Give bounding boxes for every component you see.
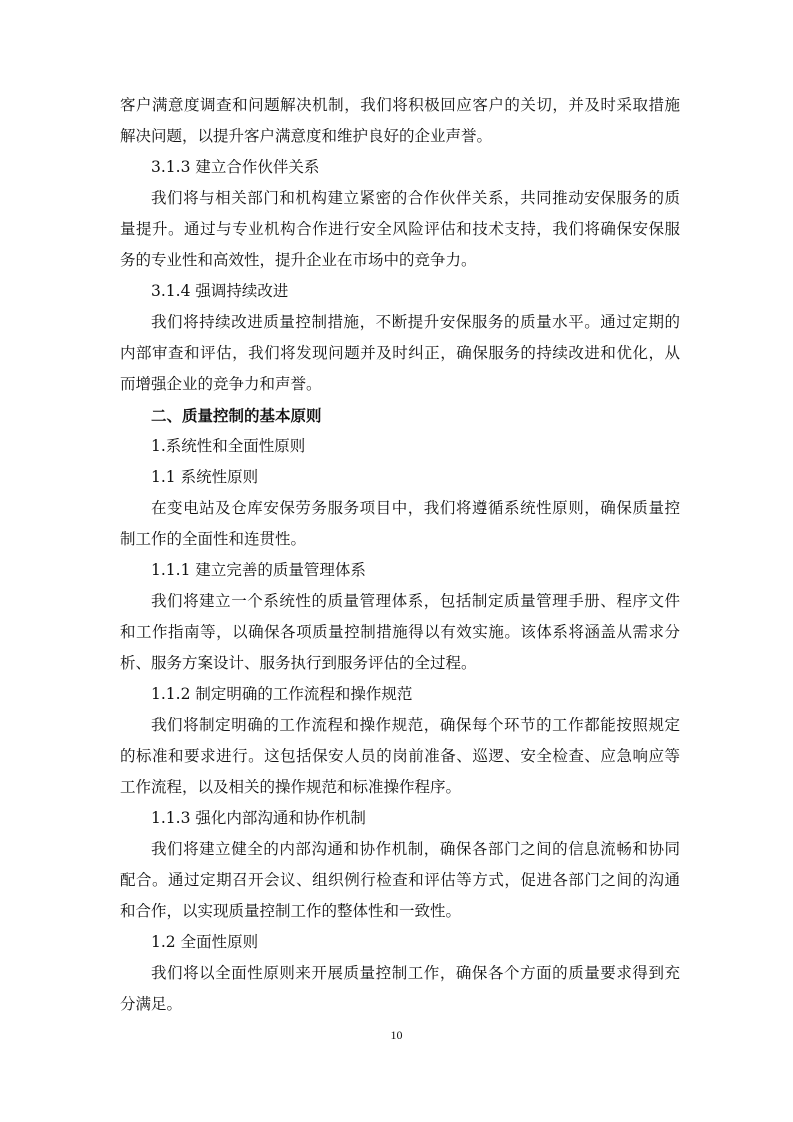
text-line: 我们将建立一个系统性的质量管理体系，包括制定质量管理手册、程序文件 [151,592,680,610]
text-line: 1.1.1 建立完善的质量管理体系 [151,561,366,579]
text-line: 内部审查和评估，我们将发现问题并及时纠正，确保服务的持续改进和优化，从 [120,344,680,362]
text-line: 和工作指南等，以确保各项质量控制措施得以有效实施。该体系将涵盖从需求分 [120,623,680,641]
text-line: 1.1.2 制定明确的工作流程和操作规范 [151,685,413,703]
text-line: 析、服务方案设计、服务执行到服务评估的全过程。 [120,654,477,672]
text-line: 配合。通过定期召开会议、组织例行检查和评估等方式，促进各部门之间的沟通 [120,871,680,889]
text-line: 我们将持续改进质量控制措施，不断提升安保服务的质量水平。通过定期的 [151,313,680,331]
text-line: 我们将建立健全的内部沟通和协作机制，确保各部门之间的信息流畅和协同 [151,840,680,858]
text-line: 我们将以全面性原则来开展质量控制工作，确保各个方面的质量要求得到充 [151,964,680,982]
text-line: 而增强企业的竞争力和声誉。 [120,375,322,393]
text-line: 的标准和要求进行。这包括保安人员的岗前准备、巡逻、安全检查、应急响应等 [120,747,680,765]
text-line: 量提升。通过与专业机构合作进行安全风险评估和技术支持，我们将确保安保服 [120,220,680,238]
text-line: 制工作的全面性和连贯性。 [120,530,307,548]
text-line: 务的专业性和高效性，提升企业在市场中的竞争力。 [120,251,477,269]
text-line: 我们将制定明确的工作流程和操作规范，确保每个环节的工作都能按照规定 [151,716,680,734]
page-content [120,90,680,1020]
text-line: 1.2 全面性原则 [151,933,259,951]
text-line: 客户满意度调查和问题解决机制，我们将积极回应客户的关切，并及时采取措施 [120,96,680,114]
page-number: 10 [390,1028,403,1042]
text-line: 分满足。 [120,995,183,1013]
text-line: 和合作，以实现质量控制工作的整体性和一致性。 [120,902,462,920]
section-heading: 二、质量控制的基本原则 [151,406,322,425]
text-line: 我们将与相关部门和机构建立紧密的合作伙伴关系，共同推动安保服务的质 [151,189,680,207]
text-line: 解决问题，以提升客户满意度和维护良好的企业声誉。 [120,127,493,145]
text-line: 1.1 系统性原则 [151,468,259,486]
text-line: 1.1.3 强化内部沟通和协作机制 [151,809,366,827]
text-line: 3.1.3 建立合作伙伴关系 [151,158,320,176]
text-line: 3.1.4 强调持续改进 [151,282,289,300]
text-line: 在变电站及仓库安保劳务服务项目中，我们将遵循系统性原则，确保质量控 [151,499,680,517]
text-line: 1.系统性和全面性原则 [151,437,306,455]
text-line: 工作流程，以及相关的操作规范和标准操作程序。 [120,778,462,796]
